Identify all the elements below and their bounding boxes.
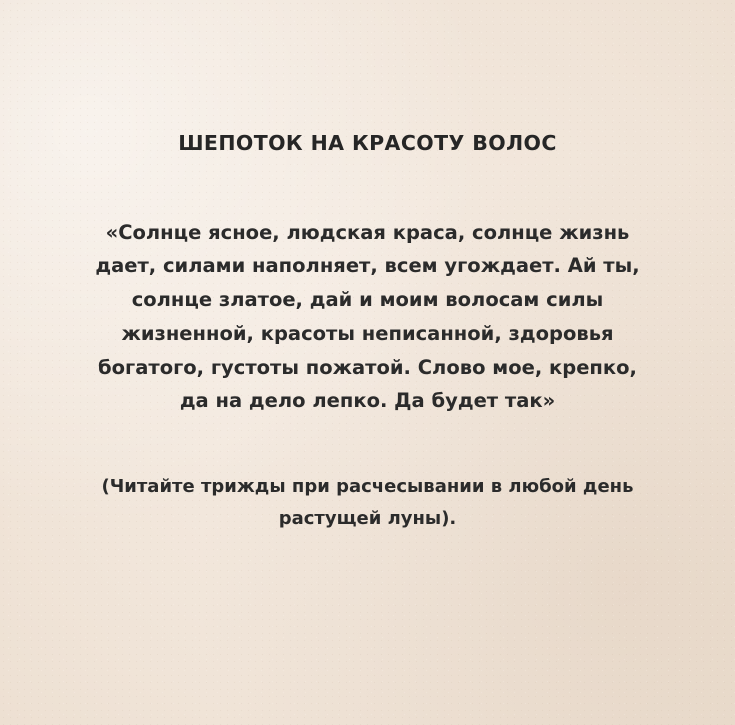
incantation-text: «Солнце ясное, людская краса, солнце жизнь дает, силами наполняет, всем угождает. Ай ты, солнце златое, дай и моим волосам силы жизненной, красоты неписанной, здоровья богатого, густоты пожатой. Слово мое, крепко, да на дело лепко. Да будет так»	[95, 220, 640, 413]
document-content	[88, 131, 648, 534]
instruction-note: (Читайте трижды при расчесывании в любой день растущей луны).	[101, 476, 634, 529]
page-title: ШЕПОТОК НА КРАСОТУ ВОЛОС	[178, 131, 557, 155]
